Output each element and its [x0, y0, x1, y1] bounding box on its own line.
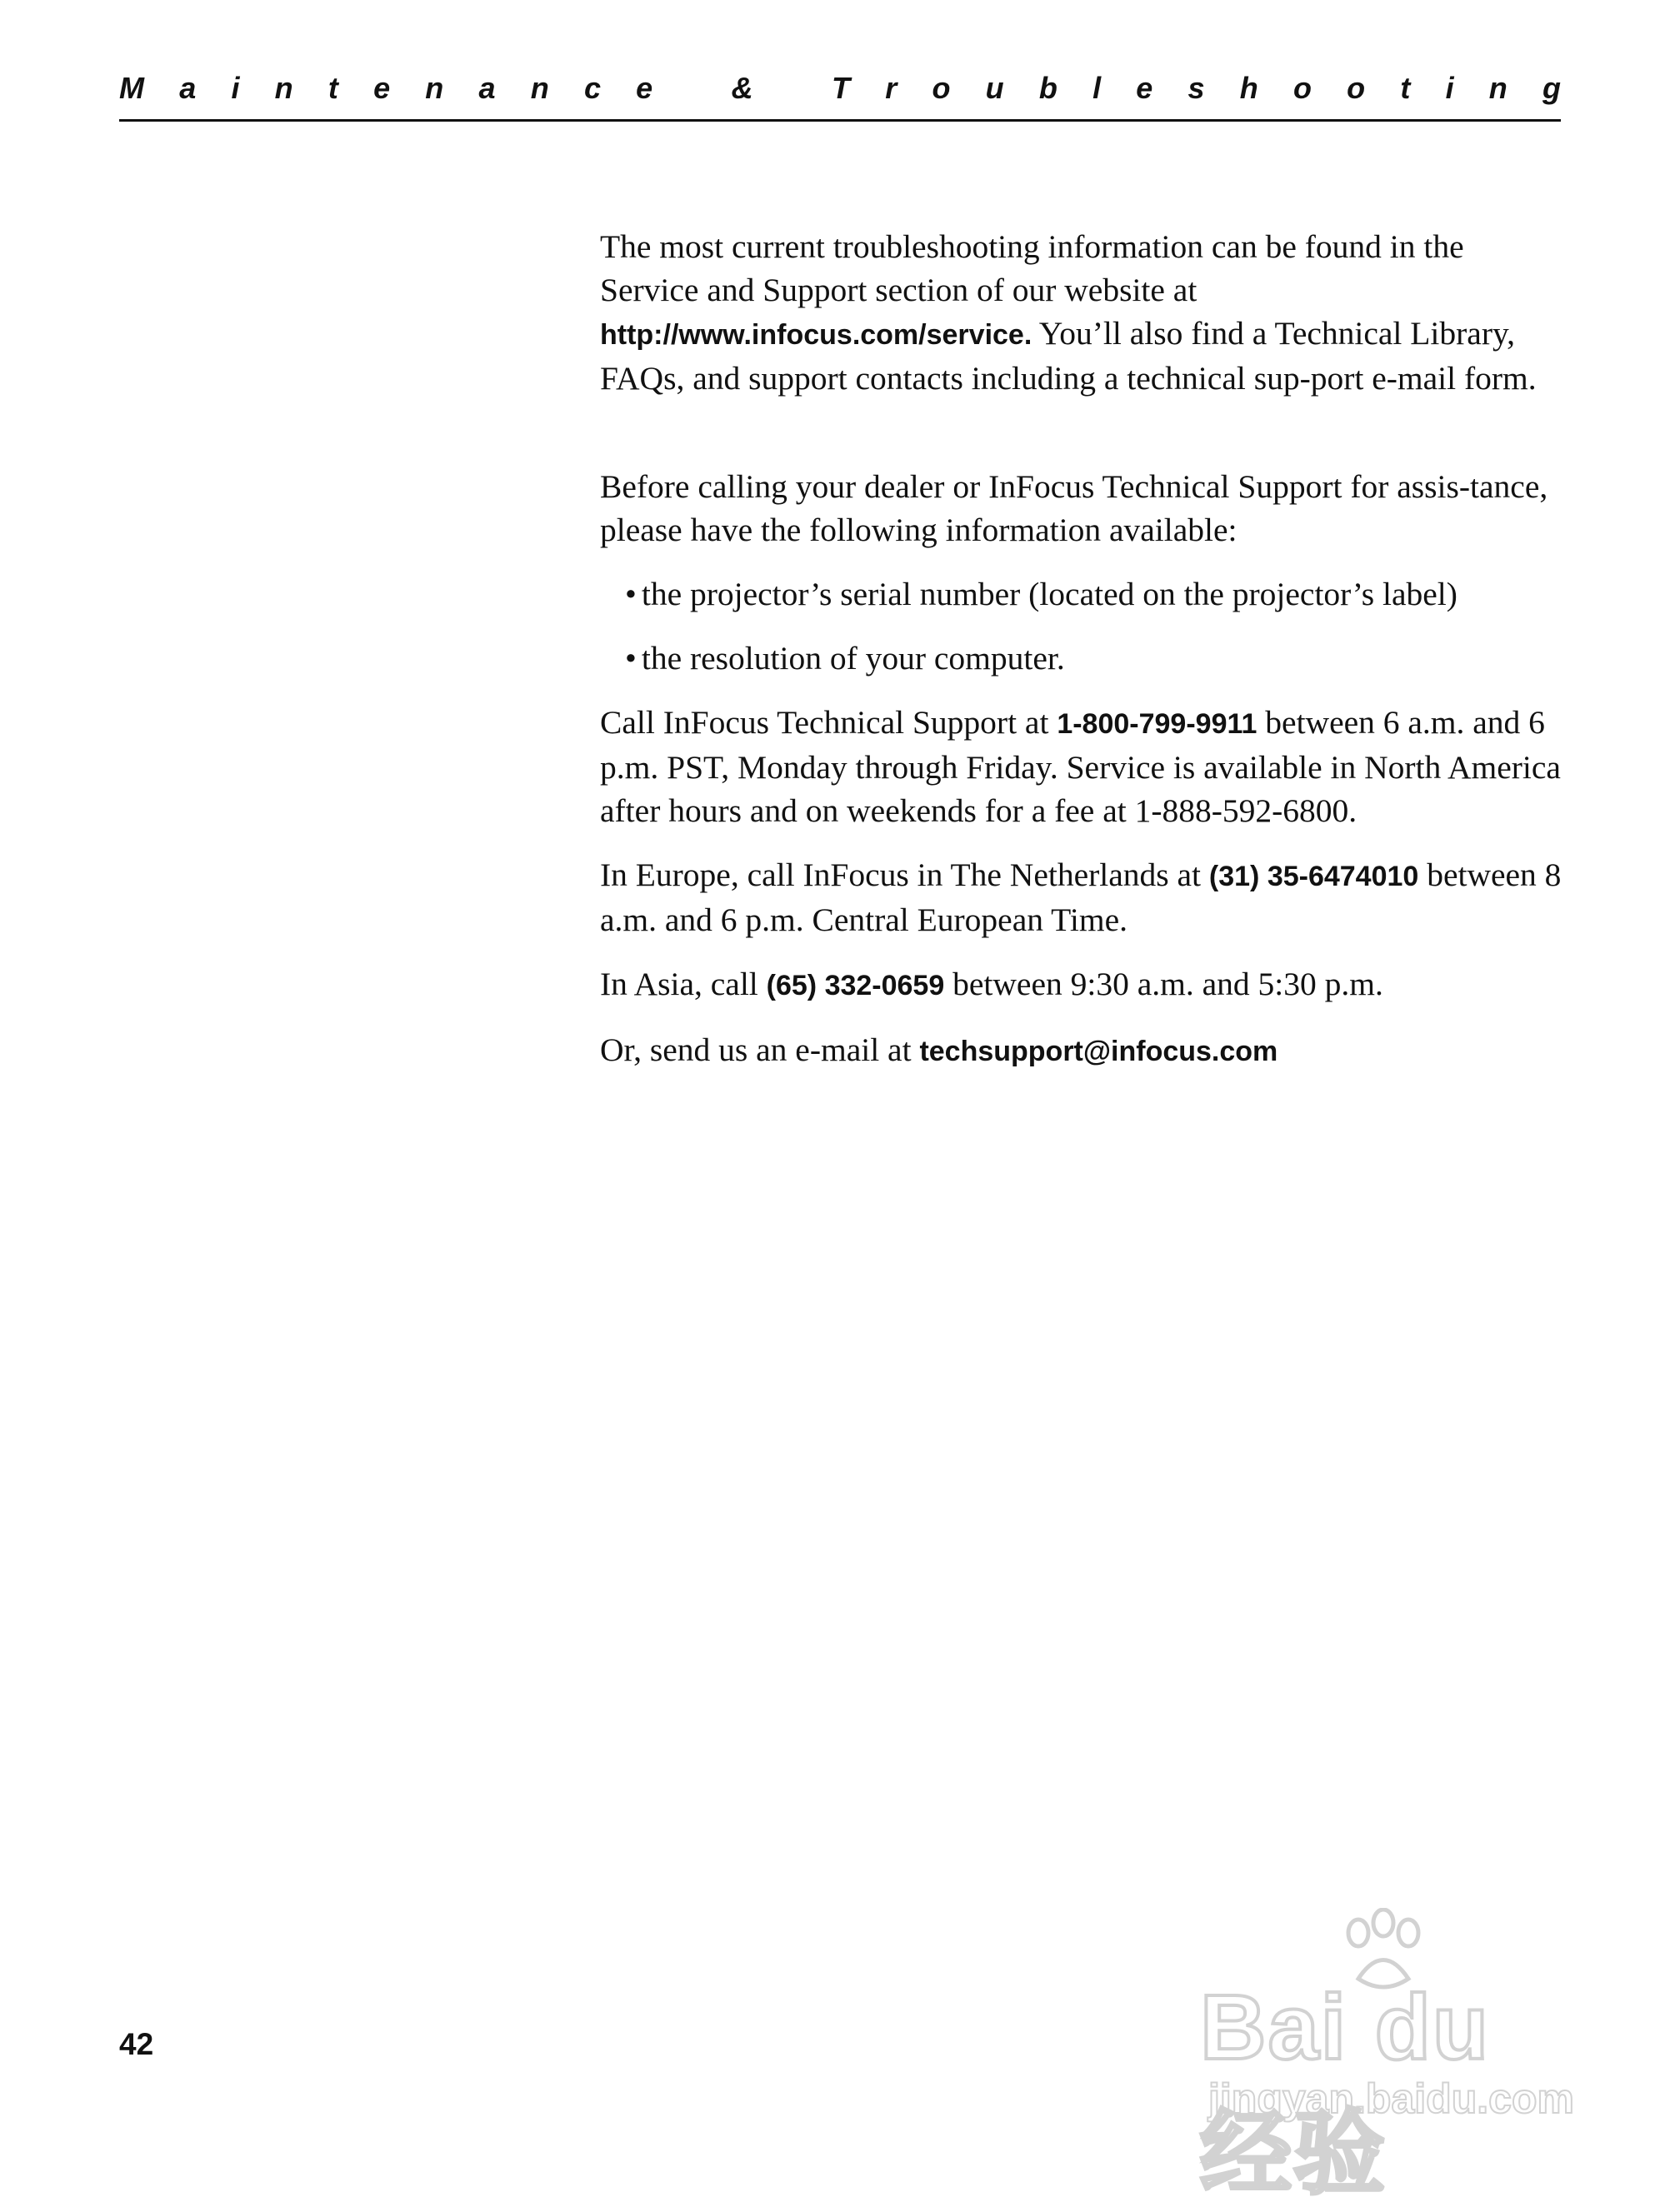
header-letter: [788, 71, 797, 106]
header-letter: &: [731, 71, 753, 105]
paragraph-europe: [600, 853, 1567, 941]
list-item-text: the resolution of your computer.: [641, 640, 1065, 677]
paragraph-north-america: [600, 701, 1567, 832]
phone-number: (65) 332-0659: [766, 970, 945, 1001]
header-letter: i: [1445, 71, 1454, 105]
header-rule: [119, 119, 1561, 122]
header-letter: a: [478, 71, 496, 105]
email-link[interactable]: techsupport@infocus.com: [919, 1036, 1278, 1067]
website-link[interactable]: http://www.infocus.com/service.: [600, 319, 1032, 351]
paragraph-asia: [600, 962, 1567, 1007]
header-letter: t: [1400, 71, 1411, 105]
paragraph-text: Or, send us an e-mail at: [600, 1031, 920, 1068]
header-letter: M: [119, 71, 144, 105]
header-letter: n: [425, 71, 444, 105]
paragraph-text: In Europe, call InFocus in The Netherlands at: [600, 856, 1209, 893]
main-content: [600, 225, 1567, 1094]
paragraph-website: [600, 225, 1567, 400]
header-letter: u: [985, 71, 1004, 105]
bullet-icon: •: [625, 576, 637, 612]
header-letter: c: [583, 71, 601, 105]
header-letter: e: [1136, 71, 1153, 105]
paragraph-email: [600, 1028, 1567, 1073]
list-item: [600, 572, 1567, 616]
bullet-icon: •: [625, 640, 637, 677]
header-letter: e: [636, 71, 653, 105]
header-letter: b: [1038, 71, 1058, 105]
running-header: [119, 67, 1561, 110]
header-letter: e: [373, 71, 391, 105]
list-item: [600, 637, 1567, 680]
paragraph-text: between 8 a.m. and 6 p.m. Central European Time.: [600, 856, 1562, 938]
watermark-url: jingyan.baidu.com: [1208, 2075, 1574, 2122]
phone-number: 1-800-799-9911: [1057, 708, 1258, 740]
header-letter: s: [1188, 71, 1205, 105]
header-letter: h: [1239, 71, 1258, 105]
paragraph-text: between 6 a.m. and 6 p.m. PST, Monday through Friday. Service is available in North America after hours and on weekends for a fee at 1-888-592-6800.: [600, 704, 1561, 829]
header-letter: t: [328, 71, 338, 105]
header-letter: o: [1292, 71, 1312, 105]
page-number: 42: [119, 2027, 154, 2061]
paragraph-text: Call InFocus Technical Support at: [600, 704, 1058, 741]
header-letter: o: [1347, 71, 1366, 105]
phone-number: (31) 35-6474010: [1208, 861, 1419, 892]
header-letter: l: [1092, 71, 1102, 105]
header-letter: n: [274, 71, 293, 105]
header-letter: r: [885, 71, 898, 105]
header-letter: a: [179, 71, 197, 105]
header-letter: n: [530, 71, 549, 105]
list-item-text: the projector’s serial number (located on the projector’s label): [641, 576, 1458, 612]
paragraph-before-calling: Before calling your dealer or InFocus Technical Support for assis-tance, please have the following information available:: [600, 468, 1548, 548]
paragraph-text: between 9:30 a.m. and 5:30 p.m.: [944, 966, 1383, 1002]
header-letter: i: [231, 71, 240, 105]
watermark: [1167, 1908, 1600, 2205]
header-letter: n: [1488, 71, 1508, 105]
paragraph-text: The most current troubleshooting information can be found in the Service and Support section of our website at: [600, 228, 1464, 308]
paragraph-text: You’ll also find a Technical Library, FAQs, and support contacts including a technical sup-port e-mail form.: [600, 315, 1537, 397]
header-letter: g: [1542, 71, 1561, 105]
watermark-brand: Bai du 经验: [1200, 1976, 1491, 2205]
header-letter: T: [832, 71, 851, 105]
header-letter: o: [932, 71, 951, 105]
paragraph-text: In Asia, call: [600, 966, 767, 1002]
header-letter: [688, 71, 696, 106]
